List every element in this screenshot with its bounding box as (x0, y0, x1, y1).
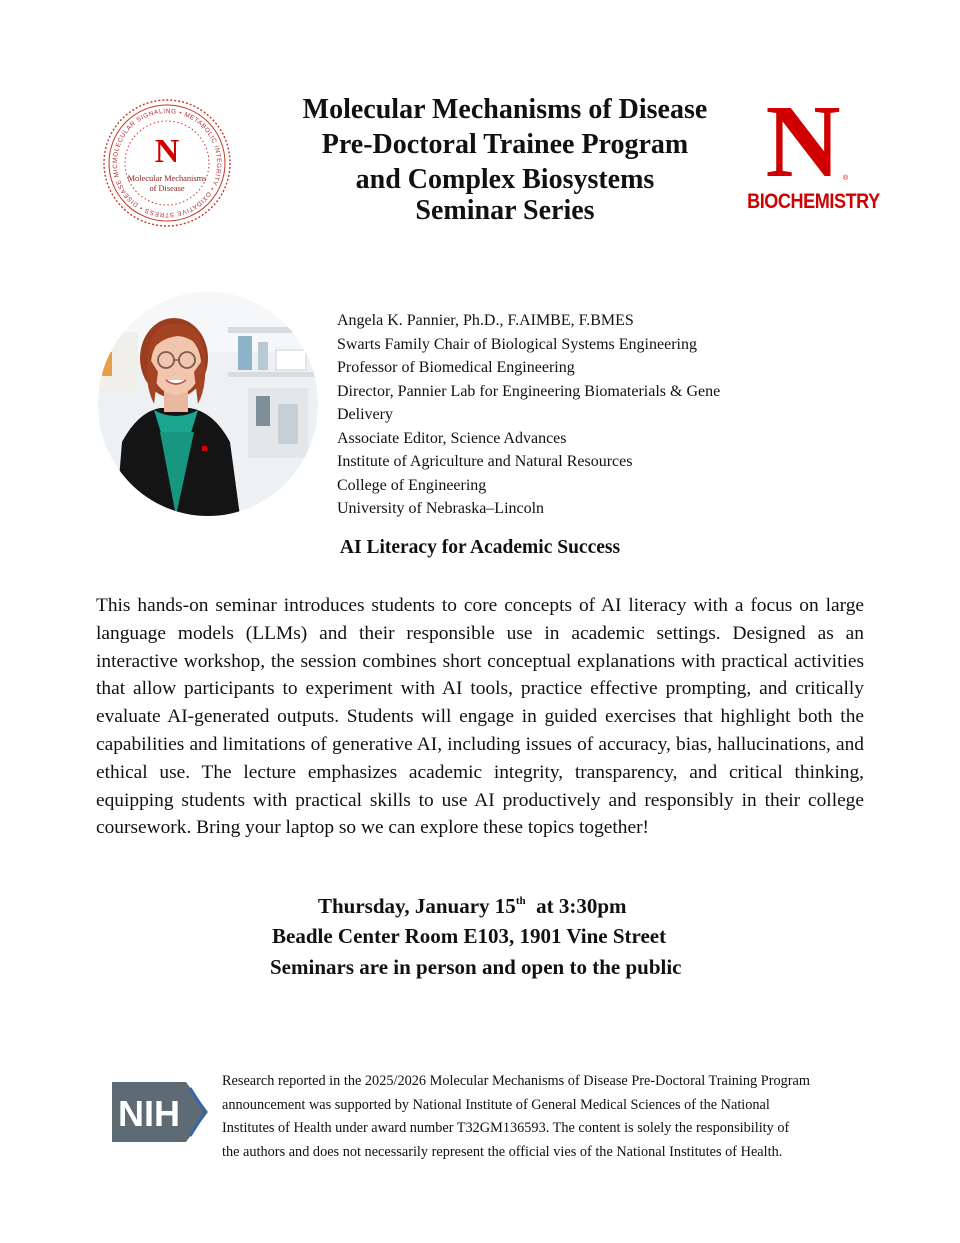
seal-ring-text: MOLECULAR SIGNALING • METABOLIC INTEGRITY • OXIDATIVE STRESS • DISEASE MIC (111, 107, 223, 219)
event-note: Seminars are in person and open to the public (270, 955, 682, 979)
disclaimer-line: Institutes of Health under award number T32GM136593. The content is solely the responsibility of (222, 1120, 790, 1136)
speaker-title-line: College of Engineering (337, 476, 487, 494)
speaker-title-line: University of Nebraska–Lincoln (337, 500, 545, 517)
svg-text:®: ® (843, 175, 849, 182)
speaker-photo (98, 292, 318, 516)
speaker-info (337, 309, 767, 521)
nih-logo (112, 1080, 210, 1144)
talk-title: AI Literacy for Academic Success (339, 537, 621, 558)
talk-abstract: This hands-on seminar introduces students to core concepts of AI literacy with a focus on large language models (LLMs) and their responsible use in academic settings. Designed as an interactive workshop, the session combines short conceptual explanations with practical activities that allow participants to experiment with AI tools, practice effective prompting, and critically evaluate AI-generated outputs. Students will engage in guided exercises that highlight both the capabilities and limitations of generative AI, including issues of accuracy, bias, hallucinations, and ethical use. The lecture emphasizes academic integrity, transparency, and critical thinking, equipping students with practical skills to use AI productively and responsibly in their college coursework. Bring your laptop so we can explore these topics together! (96, 595, 864, 839)
seal-n-letter: N (154, 133, 180, 170)
nebraska-n-icon (757, 94, 849, 184)
event-time: at 3:30pm (536, 894, 627, 918)
disclaimer-line: Research reported in the 2025/2026 Molecular Mechanisms of Disease Pre-Doctoral Training Program (222, 1073, 811, 1089)
event-date-text: Thursday, January 15 (318, 894, 516, 918)
speaker-title-line: Professor of Biomedical Engineering (337, 359, 575, 376)
speaker-name: Angela K. Pannier, Ph.D., F.AIMBE, F.BMES (337, 312, 634, 329)
biochemistry-label: BIOCHEMISTRY (747, 190, 880, 213)
title-line: and Complex Biosystems (355, 164, 655, 195)
svg-text:N: N (765, 94, 841, 184)
speaker-title-line: Director, Pannier Lab for Engineering Biomaterials & Gene (337, 382, 721, 400)
title-line: Molecular Mechanisms of Disease (302, 94, 708, 125)
title-line: Pre-Doctoral Trainee Program (321, 129, 689, 160)
event-date (318, 894, 627, 919)
mmd-seal-logo (102, 98, 232, 228)
disclaimer-line: the authors and does not necessarily represent the official vies of the National Institutes of Health. (222, 1143, 783, 1160)
speaker-title-line: Delivery (337, 406, 393, 423)
speaker-title-line: Institute of Agriculture and Natural Resources (337, 453, 633, 470)
funding-disclaimer (222, 1070, 882, 1164)
event-location: Beadle Center Room E103, 1901 Vine Street (272, 924, 667, 948)
biochemistry-logo (738, 94, 880, 224)
nih-logo-text: NIH (118, 1093, 180, 1134)
disclaimer-line: announcement was supported by National Institute of General Medical Sciences of the National (222, 1096, 770, 1113)
title-line: Seminar Series (415, 195, 595, 226)
seal-center-line2: of Disease (149, 184, 185, 193)
speaker-title-line: Swarts Family Chair of Biological Systems Engineering (337, 335, 697, 353)
event-date-suffix: th (515, 895, 526, 907)
page-title (260, 92, 750, 228)
speaker-title-line: Associate Editor, Science Advances (337, 429, 567, 447)
seal-center-line1: Molecular Mechanisms (127, 174, 207, 183)
